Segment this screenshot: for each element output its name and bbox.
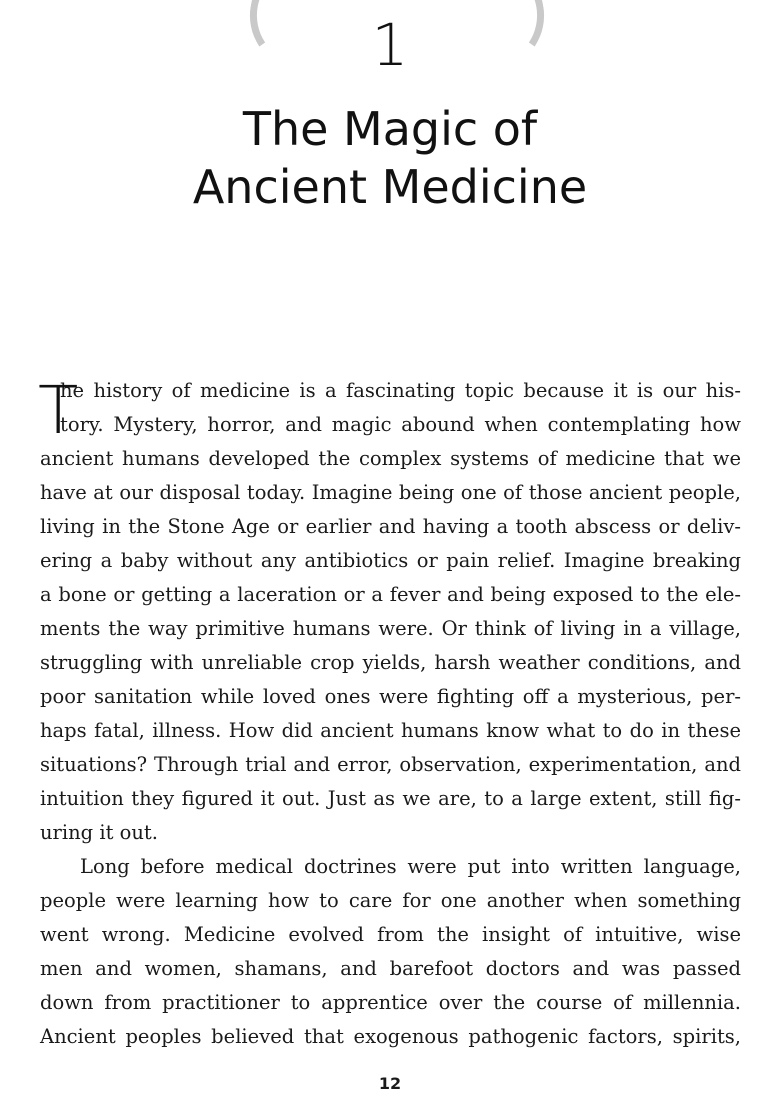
text-line	[40, 714, 741, 748]
text-line-content: men and women, shamans, and barefoot doctors and was passed	[40, 957, 741, 980]
chapter-title-line: The Magic of	[242, 102, 538, 156]
text-line-content: he history of medicine is a fascinating topic because it is our his-	[60, 379, 741, 402]
text-line-content: people were learning how to care for one another when something	[40, 889, 741, 912]
text-line	[40, 1020, 741, 1054]
text-line-content: went wrong. Medicine evolved from the insight of intuitive, wise	[40, 923, 741, 946]
text-line-content: down from practitioner to apprentice over the course of millennia.	[40, 991, 741, 1014]
text-line-content: tory. Mystery, horror, and magic abound when contemplating how	[60, 413, 741, 436]
text-line-content: living in the Stone Age or earlier and having a tooth abscess or deliv-	[40, 515, 741, 538]
text-line	[40, 816, 741, 850]
text-line	[40, 918, 741, 952]
text-line	[40, 544, 741, 578]
text-line	[40, 646, 741, 680]
text-line	[40, 442, 741, 476]
text-line-content: ancient humans developed the complex systems of medicine that we	[40, 447, 741, 470]
text-line-content: haps fatal, illness. How did ancient humans know what to do in these	[40, 719, 741, 742]
text-line	[40, 884, 741, 918]
page-number: 12	[378, 1074, 402, 1093]
body-text	[40, 374, 741, 1054]
text-line-content: poor sanitation while loved ones were fighting off a mysterious, per-	[40, 685, 741, 708]
text-line-content: intuition they figured it out. Just as we are, to a large extent, still fig-	[40, 787, 741, 810]
text-line-content: situations? Through trial and error, observation, experimentation, and	[40, 753, 741, 776]
text-line-content: Ancient peoples believed that exogenous pathogenic factors, spirits,	[40, 1025, 741, 1048]
text-line	[40, 952, 741, 986]
text-line	[40, 680, 741, 714]
text-line	[40, 850, 741, 884]
text-line-content: a bone or getting a laceration or a fever and being exposed to the ele-	[40, 583, 741, 606]
text-line-content: have at our disposal today. Imagine being one of those ancient people,	[40, 481, 741, 504]
text-line	[40, 782, 741, 816]
text-line	[40, 374, 741, 408]
chapter-title	[0, 100, 780, 216]
text-line	[40, 612, 741, 646]
text-line	[40, 578, 741, 612]
chapter-number: 1	[371, 11, 409, 79]
text-line-content: ering a baby without any antibiotics or pain relief. Imagine breaking	[40, 549, 741, 572]
text-line	[40, 408, 741, 442]
text-line	[40, 748, 741, 782]
text-line-content: uring it out.	[40, 821, 158, 844]
chapter-title-line: Ancient Medicine	[192, 160, 588, 214]
text-line-content: ments the way primitive humans were. Or think of living in a village,	[40, 617, 741, 640]
text-line-content: Long before medical doctrines were put into written language,	[80, 855, 741, 878]
text-line	[40, 510, 741, 544]
text-line-content: struggling with unreliable crop yields, harsh weather conditions, and	[40, 651, 741, 674]
drop-cap: T	[38, 372, 79, 449]
text-line	[40, 476, 741, 510]
text-line	[40, 986, 741, 1020]
